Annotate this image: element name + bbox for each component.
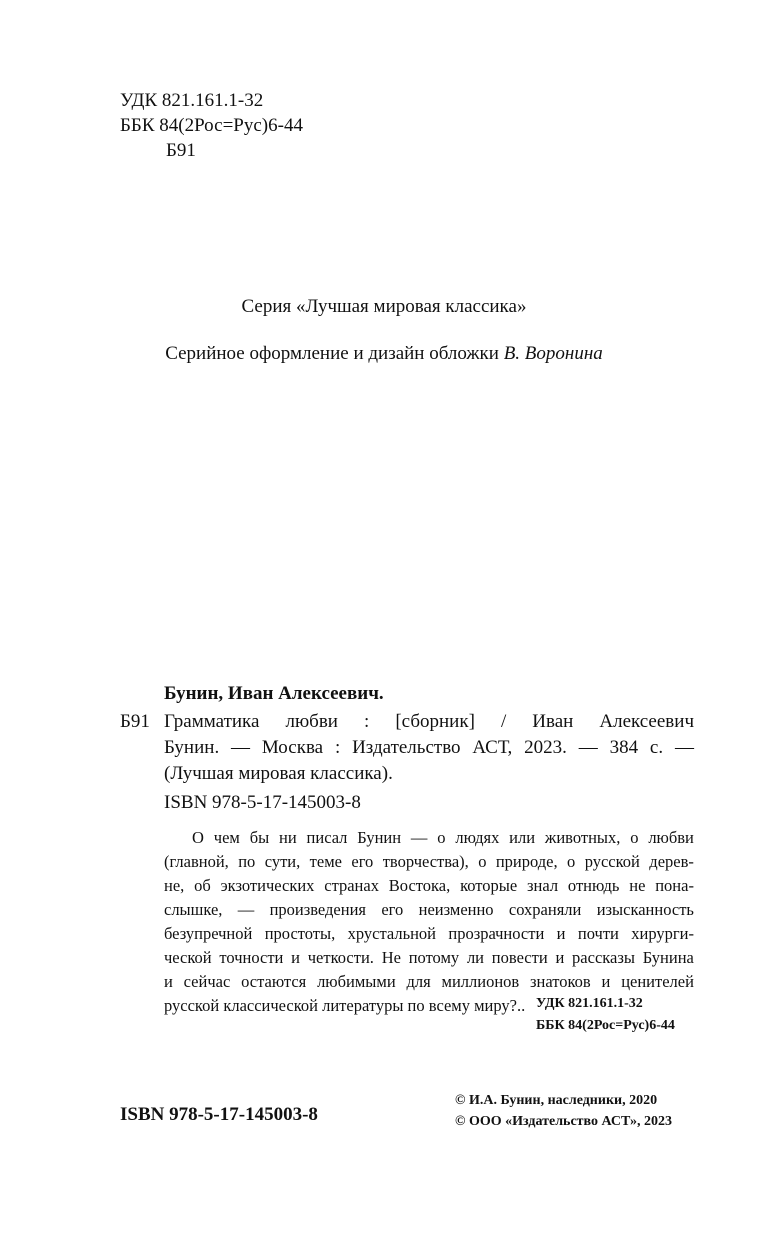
annotation-line: О чем бы ни писал Бунин — о людях или животных, о любви: [192, 828, 694, 847]
author-mark: Б91: [166, 140, 196, 161]
annotation-line: слышке, — произведения его неизменно сохраняли изысканность: [164, 900, 694, 919]
record-author-mark: Б91: [120, 711, 150, 732]
udk-code: УДК 821.161.1-32: [120, 90, 264, 111]
design-credit: [0, 343, 768, 365]
classification-codes: [120, 88, 303, 163]
copyright-line-1: © И.А. Бунин, наследники, 2020: [455, 1093, 658, 1108]
bottom-classification-codes: [536, 993, 675, 1037]
annotation: [164, 826, 694, 1018]
designer-name: В. Воронина: [503, 343, 603, 364]
bottom-udk-code: УДК 821.161.1-32: [536, 996, 643, 1011]
isbn-record: ISBN 978-5-17-145003-8: [164, 792, 361, 813]
bibliographic-line: Бунин. — Москва : Издательство АСТ, 2023. — 384 с. —: [164, 737, 694, 758]
series-title: Серия «Лучшая мировая классика»: [241, 296, 527, 317]
design-credit-prefix: Серийное оформление и дизайн обложки: [165, 343, 504, 364]
copyright-notice: [455, 1090, 672, 1132]
bibliographic-record: [164, 709, 694, 787]
annotation-line: не, об экзотических странах Востока, которые знал отнюдь не пона-: [164, 876, 694, 895]
annotation-line: безупречной простоты, хрустальной прозрачности и почти хирурги-: [164, 924, 694, 943]
bibliographic-line: (Лучшая мировая классика).: [164, 763, 393, 784]
bbk-code: ББК 84(2Рос=Рус)6-44: [120, 115, 303, 136]
copyright-line-2: © ООО «Издательство АСТ», 2023: [455, 1114, 673, 1129]
annotation-line: (главной, по сути, теме его творчества), о природе, о русской дерев-: [164, 852, 694, 871]
bottom-bbk-code: ББК 84(2Рос=Рус)6-44: [536, 1018, 675, 1033]
isbn-bottom: ISBN 978-5-17-145003-8: [120, 1104, 318, 1125]
annotation-line: и сейчас остаются любимыми для миллионов знатоков и ценителей: [164, 972, 694, 991]
annotation-line: русской классической литературы по всему миру?..: [164, 996, 526, 1015]
bibliographic-line: Грамматика любви : [сборник] / Иван Алексеевич: [164, 711, 694, 732]
annotation-line: ческой точности и четкости. Не потому ли повести и рассказы Бунина: [164, 948, 694, 967]
author-heading: Бунин, Иван Алексеевич.: [164, 683, 384, 704]
